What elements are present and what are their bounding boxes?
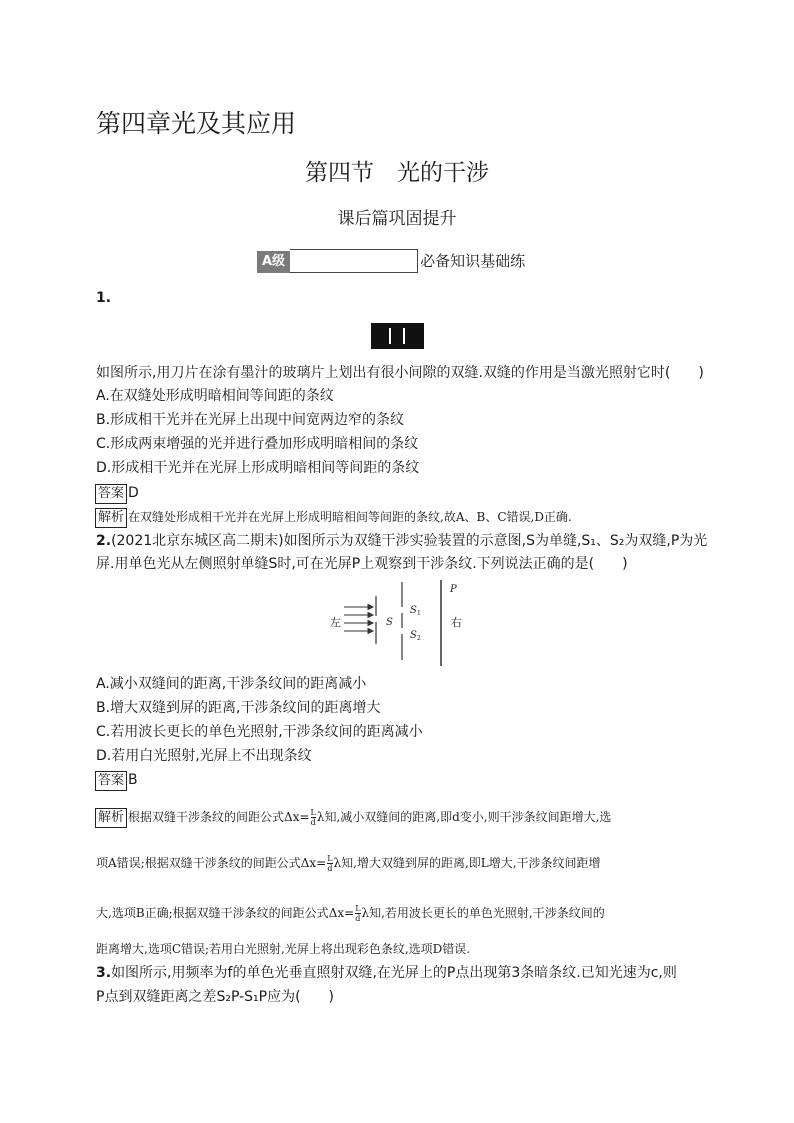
section-title: 第四节 光的干涉 xyxy=(305,160,489,186)
q2-analysis-tag: 解析 xyxy=(95,808,127,828)
formula-1-den: d xyxy=(310,818,316,827)
q1-option-c: C.形成两束增强的光并进行叠加形成明暗相间的条纹 xyxy=(96,436,419,452)
q2-answer: B xyxy=(128,772,138,788)
q1-option-a: A.在双缝处形成明暗相间等间距的条纹 xyxy=(96,388,334,404)
q2-analysis-text3b: 知,若用波长更长的单色光照射,干涉条纹间的 xyxy=(369,906,605,920)
q2-analysis-text3a: 大,选项B正确;根据双缝干涉条纹的间距公式 xyxy=(96,906,329,920)
formula-2-suffix: λ xyxy=(333,856,342,870)
q2-option-c: C.若用波长更长的单色光照射,干涉条纹间的距离减小 xyxy=(96,724,423,740)
q2-analysis-text2a: 项A错误;根据双缝干涉条纹的间距公式 xyxy=(96,856,301,870)
s-label: S xyxy=(386,617,393,628)
formula-3-prefix: Δx= xyxy=(328,906,355,920)
s1-label: S xyxy=(410,605,417,616)
formula-2-num: L xyxy=(327,854,333,863)
formula-2-den: d xyxy=(327,864,333,873)
q2-number: 2. xyxy=(96,533,112,549)
slit-line-1 xyxy=(389,328,391,344)
q2-option-a: A.减小双缝间的距离,干涉条纹间的距离减小 xyxy=(96,676,367,692)
light-arrowhead-3 xyxy=(368,621,373,626)
q2-analysis-text1a: 根据双缝干涉条纹的间距公式 xyxy=(128,810,285,824)
formula-1 xyxy=(284,808,325,827)
q1-number: 1. xyxy=(96,290,112,306)
q2-analysis-text1b: 知,减小双缝间的距离,即d变小,则干涉条纹间距增大,选 xyxy=(324,810,612,824)
formula-2-fraction xyxy=(327,854,332,873)
q2-analysis-text2b: 知,增大双缝到屏的距离,即L增大,干涉条纹间距增 xyxy=(341,856,601,870)
s2-label: S xyxy=(410,630,417,641)
q2-stem-line1 xyxy=(96,530,707,552)
q3-number: 3. xyxy=(96,965,112,981)
level-text: 必备知识基础练 xyxy=(420,252,526,270)
q1-answer-row xyxy=(95,482,139,504)
q2-option-b: B.增大双缝到屏的距离,干涉条纹间的距离增大 xyxy=(96,700,381,716)
subtitle: 课后篇巩固提升 xyxy=(337,209,457,229)
q2-analysis-line2 xyxy=(96,852,601,874)
q1-stem: 如图所示,用刀片在涂有墨汁的玻璃片上划出有很小间隙的双缝.双缝的作用是当激光照射它时( ) xyxy=(96,365,704,381)
level-banner xyxy=(257,249,525,273)
q1-answer: D xyxy=(128,485,139,501)
q2-analysis-line4: 距离增大,选项C错误;若用白光照射,光屏上将出现彩色条纹,选项D错误. xyxy=(96,942,471,956)
slit-line-2 xyxy=(403,328,405,344)
formula-2-prefix: Δx= xyxy=(300,856,327,870)
q3-stem-text1: 如图所示,用频率为f的单色光垂直照射双缝,在光屏上的P点出现第3条暗条纹.已知光速为c,则 xyxy=(111,965,677,981)
level-tag: A级 xyxy=(257,251,290,273)
right-label: 右 xyxy=(451,616,462,629)
q2-analysis-line1 xyxy=(95,806,611,828)
formula-1-fraction xyxy=(311,808,316,827)
light-arrowhead-2 xyxy=(368,613,373,618)
light-arrowhead-1 xyxy=(368,605,373,610)
light-arrowhead-4 xyxy=(368,629,373,634)
q1-answer-tag: 答案 xyxy=(95,484,127,504)
q3-stem-line2: P点到双缝距离之差S₂P-S₁P应为( ) xyxy=(96,989,334,1005)
s2-subscript: 2 xyxy=(417,635,421,642)
q1-analysis-row xyxy=(95,506,572,528)
level-box xyxy=(290,249,418,273)
q2-stem-text1: (2021北京东城区高二期末)如图所示为双缝干涉实验装置的示意图,S为单缝,S₁、S₂为双缝,P为光 xyxy=(111,533,708,549)
left-label: 左 xyxy=(330,616,341,629)
formula-2 xyxy=(300,854,342,873)
formula-3-num: L xyxy=(355,904,361,913)
double-slit-image xyxy=(371,323,424,349)
p-label: P xyxy=(450,584,457,595)
formula-1-num: L xyxy=(310,808,316,817)
s1-subscript: 1 xyxy=(417,610,421,617)
formula-3-suffix: λ xyxy=(361,906,370,920)
q1-option-b: B.形成相干光并在光屏上出现中间宽两边窄的条纹 xyxy=(96,412,405,428)
q2-analysis-line3 xyxy=(96,902,605,924)
q2-stem-line2: 屏.用单色光从左侧照射单缝S时,可在光屏P上观察到干涉条纹.下列说法正确的是( ) xyxy=(96,556,628,572)
q1-analysis-tag: 解析 xyxy=(95,508,127,528)
formula-3-fraction xyxy=(355,904,360,923)
formula-1-prefix: Δx= xyxy=(284,810,310,824)
formula-3 xyxy=(328,904,370,923)
chapter-title: 第四章光及其应用 xyxy=(96,109,297,138)
q2-answer-row xyxy=(95,769,138,791)
q1-option-d: D.形成相干光并在光屏上形成明暗相间等间距的条纹 xyxy=(96,460,420,476)
formula-3-den: d xyxy=(355,914,361,923)
q3-stem-line1 xyxy=(96,962,677,984)
q1-analysis: 在双缝处形成相干光并在光屏上形成明暗相间等间距的条纹,故A、B、C错误,D正确. xyxy=(128,510,572,524)
double-slit-diagram xyxy=(328,580,468,666)
q2-answer-tag: 答案 xyxy=(95,771,127,791)
q2-option-d: D.若用白光照射,光屏上不出现条纹 xyxy=(96,748,312,764)
formula-1-suffix: λ xyxy=(316,810,325,824)
